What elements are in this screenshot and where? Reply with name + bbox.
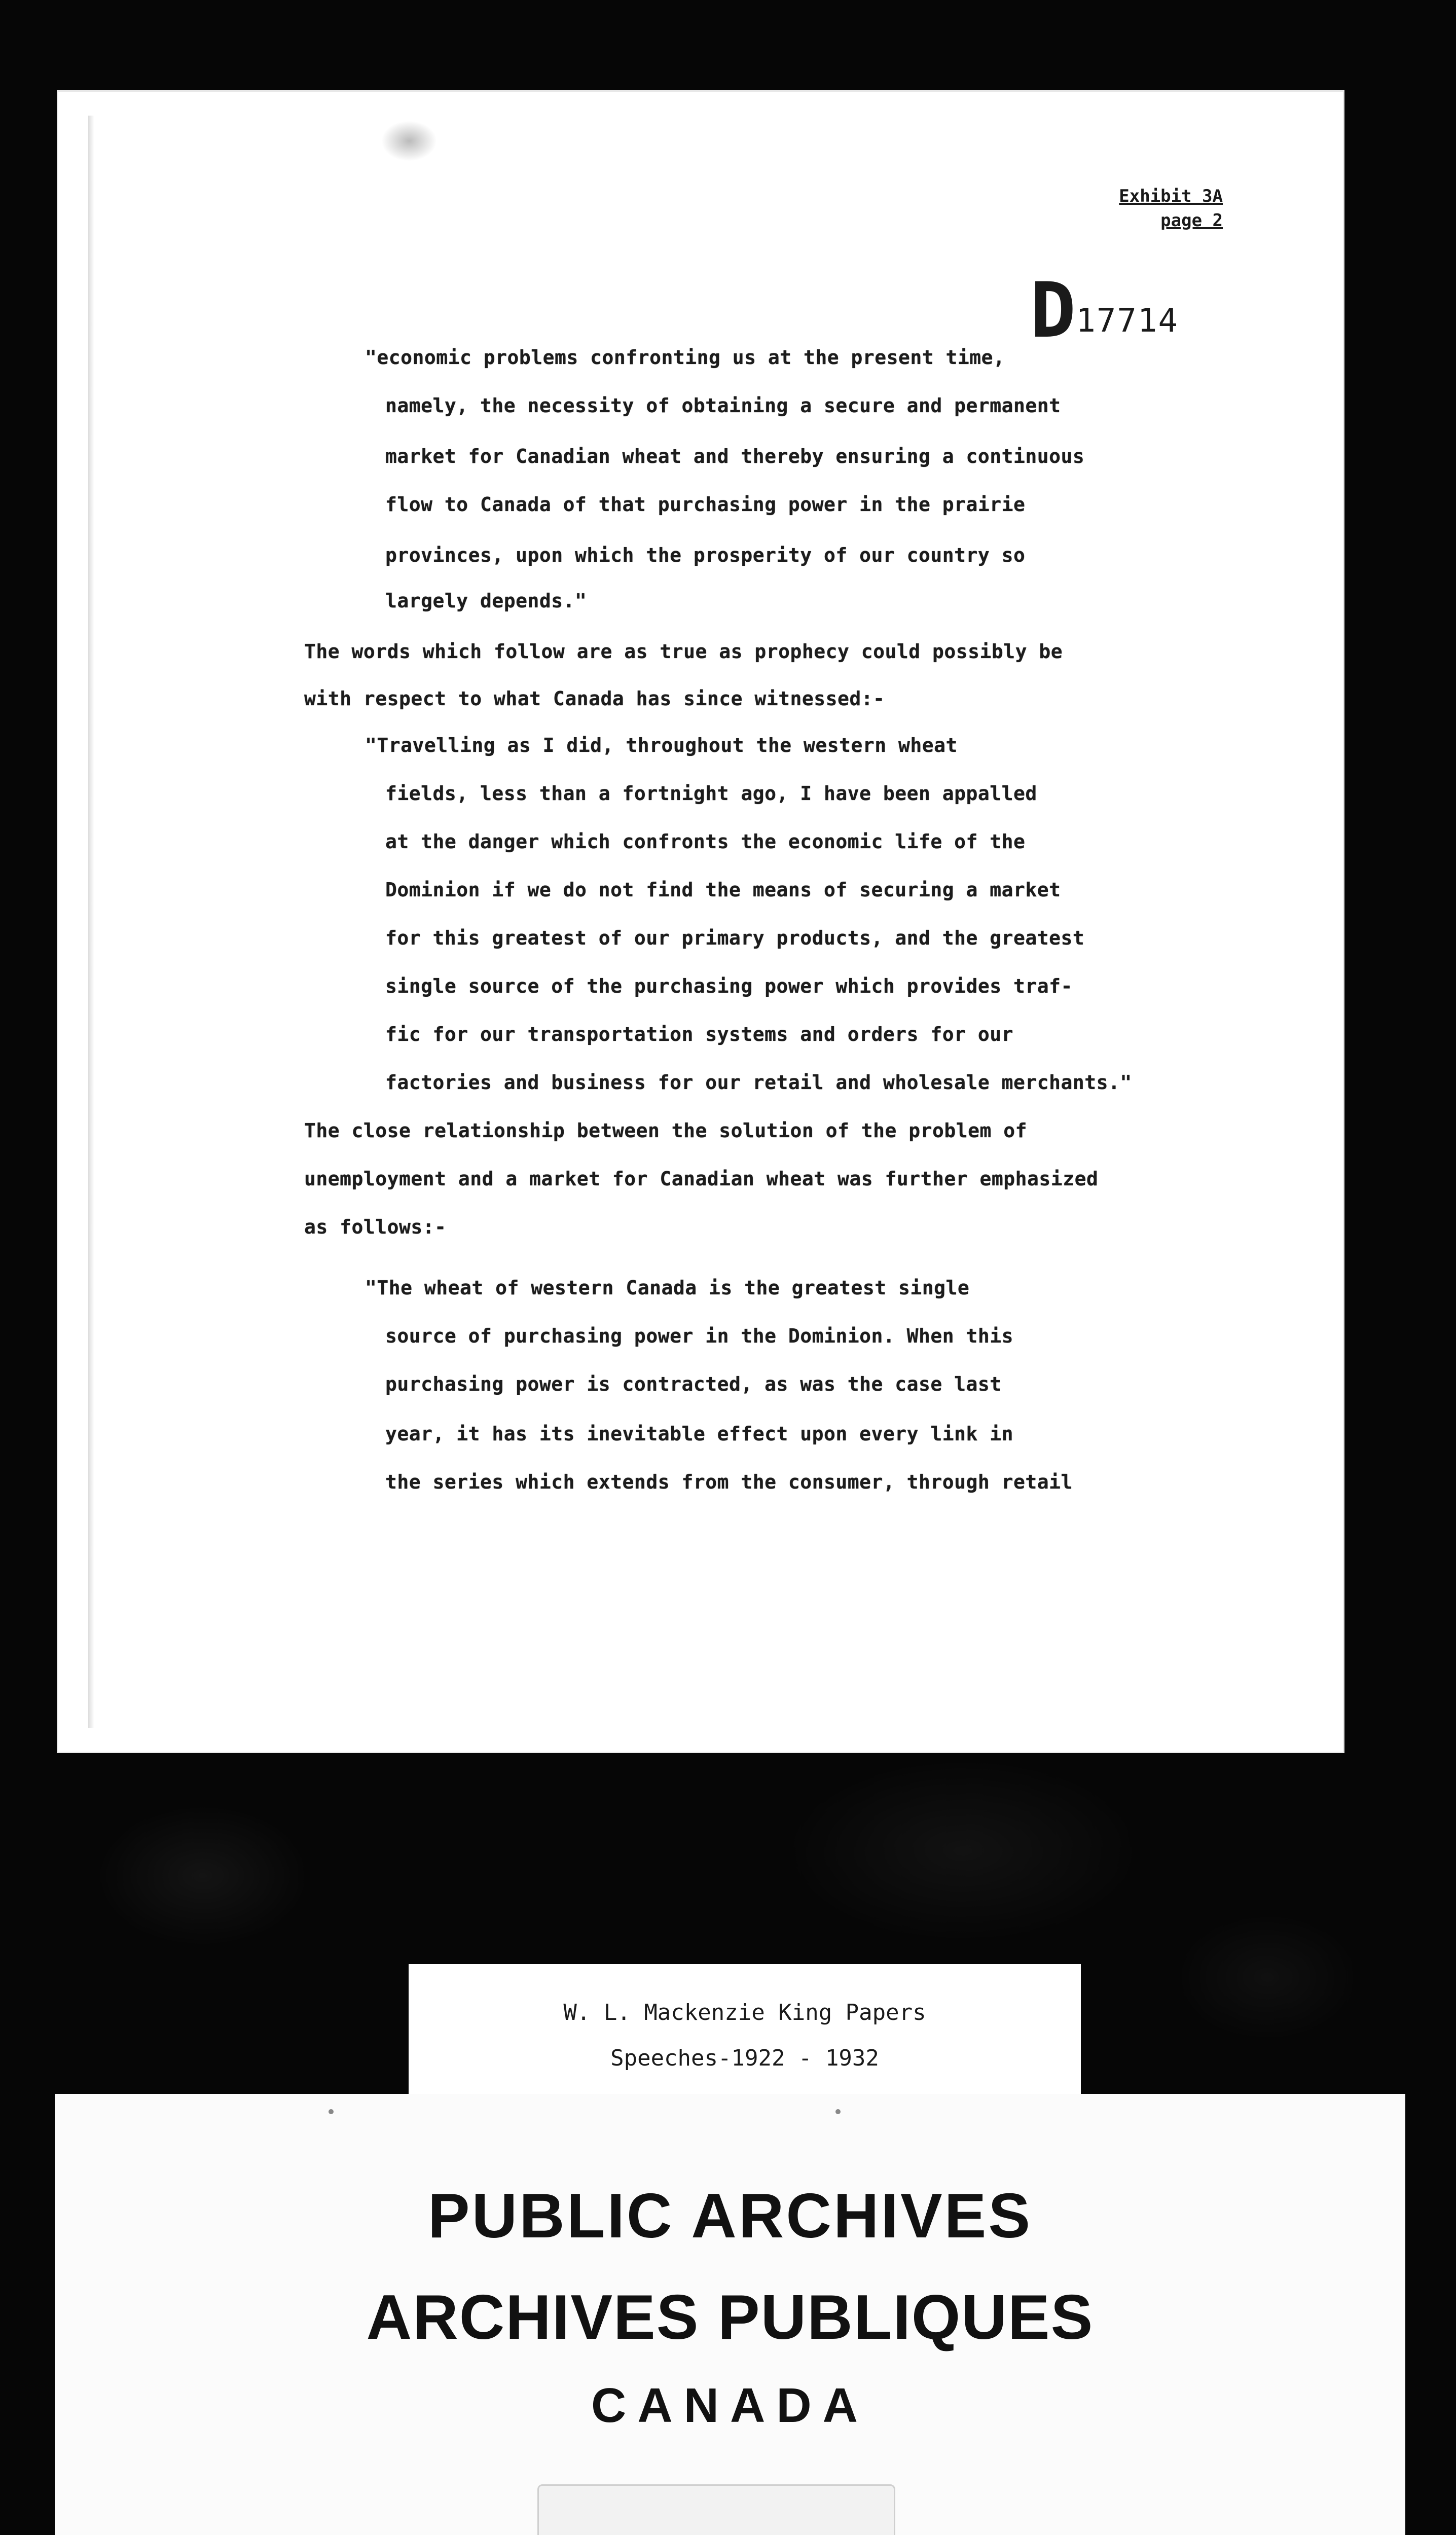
- text-line: "economic problems confronting us at the present time,: [365, 346, 1005, 369]
- text-line: provinces, upon which the prosperity of our country so: [385, 544, 1026, 566]
- text-line: purchasing power is contracted, as was the case last: [385, 1373, 1002, 1395]
- text-line: The words which follow are as true as prophecy could possibly be: [304, 640, 1063, 663]
- text-line: the series which extends from the consumer, through retail: [385, 1471, 1073, 1493]
- stamp-title-english: PUBLIC ARCHIVES: [427, 2181, 1033, 2251]
- stamp-mark: [329, 2109, 334, 2114]
- text-line: "Travelling as I did, throughout the western wheat: [365, 734, 958, 756]
- collection-name: W. L. Mackenzie King Papers: [563, 2000, 926, 2025]
- text-line: for this greatest of our primary products, and the greatest: [385, 927, 1085, 949]
- stamp-country: CANADA: [591, 2378, 869, 2433]
- text-line: fields, less than a fortnight ago, I have been appalled: [385, 782, 1037, 805]
- page-number: page 2: [1160, 210, 1223, 231]
- text-line: at the danger which confronts the economic life of the: [385, 830, 1026, 853]
- text-line: year, it has its inevitable effect upon every link in: [385, 1423, 1014, 1445]
- text-line: namely, the necessity of obtaining a secure and permanent: [385, 394, 1061, 417]
- collection-dates: Speeches-1922 - 1932: [610, 2045, 879, 2071]
- text-line: Dominion if we do not find the means of securing a market: [385, 879, 1061, 901]
- text-line: source of purchasing power in the Dominion. When this: [385, 1325, 1014, 1347]
- text-line: flow to Canada of that purchasing power in the prairie: [385, 493, 1026, 516]
- text-line: unemployment and a market for Canadian wheat was further emphasized: [304, 1168, 1099, 1190]
- text-line: factories and business for our retail and wholesale merchants.": [385, 1071, 1132, 1094]
- text-line: largely depends.": [385, 590, 587, 612]
- stamp-title-french: ARCHIVES PUBLIQUES: [366, 2283, 1094, 2352]
- stamp-mark: [835, 2109, 841, 2114]
- text-line: market for Canadian wheat and thereby ensuring a continuous: [385, 445, 1085, 467]
- text-line: with respect to what Canada has since witnessed:-: [304, 687, 885, 710]
- typed-text-body: [57, 90, 1344, 1753]
- text-line: fic for our transportation systems and orders for our: [385, 1023, 1014, 1045]
- text-line: as follows:-: [304, 1216, 447, 1238]
- document-prefix: D: [1030, 267, 1076, 355]
- collection-label-card: [409, 1964, 1081, 2101]
- document-number: 17714: [1076, 302, 1179, 340]
- text-line: single source of the purchasing power which provides traf-: [385, 975, 1073, 997]
- exhibit-number: Exhibit 3A: [1119, 186, 1223, 206]
- text-line: The close relationship between the solution of the problem of: [304, 1119, 1028, 1142]
- film-tab: [537, 2484, 895, 2535]
- text-line: "The wheat of western Canada is the greatest single: [365, 1277, 970, 1299]
- archives-stamp: [55, 2094, 1405, 2535]
- document-page: [57, 90, 1344, 1753]
